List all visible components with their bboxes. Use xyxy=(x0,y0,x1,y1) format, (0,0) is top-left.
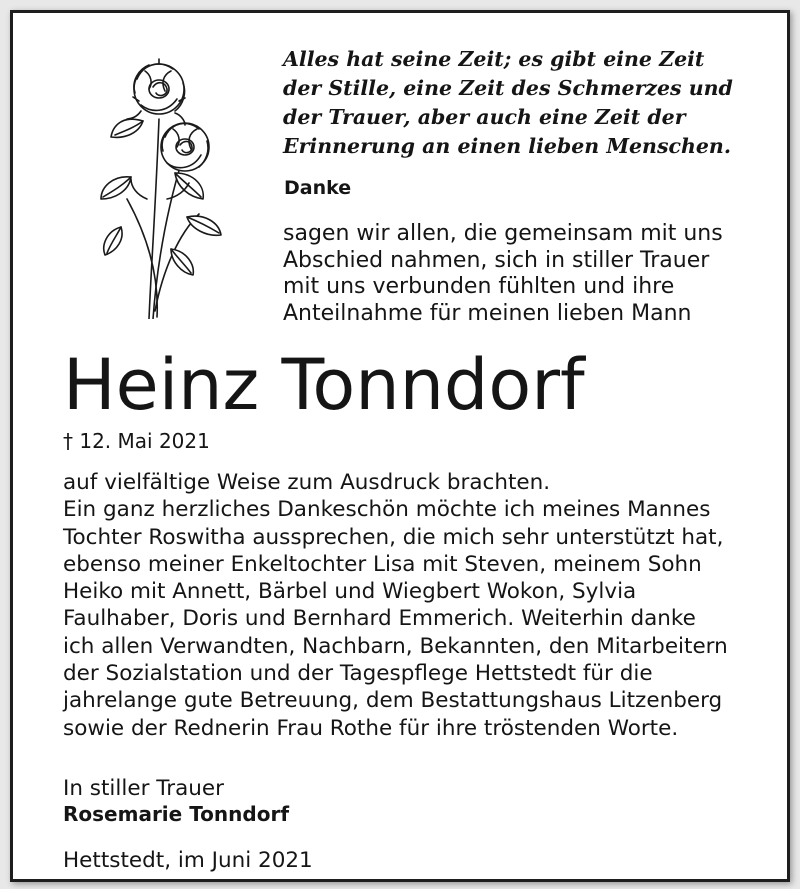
thanks-line: Anteilnahme für meinen lieben Mann xyxy=(283,300,692,326)
body-line: sowie der Rednerin Frau Rothe für ihre tröstenden Worte. xyxy=(63,715,679,741)
body-line: Ein ganz herzliches Dankeschön möchte ich meines Mannes xyxy=(63,497,711,523)
place-date: Hettstedt, im Juni 2021 xyxy=(63,848,313,873)
mourner-name: Rosemarie Tonndorf xyxy=(63,802,290,826)
body-line: Tochter Roswitha aussprechen, die mich sehr unterstützt hat, xyxy=(63,524,724,550)
body-text xyxy=(63,469,783,742)
body-line: der Sozialstation und der Tagespflege Hettstedt für die xyxy=(63,661,653,687)
thanks-line: sagen wir allen, die gemeinsam mit uns xyxy=(283,221,723,246)
quote-line: Erinnerung an einen lieben Menschen. xyxy=(283,134,731,158)
quote-line: Alles hat seine Zeit; es gibt eine Zeit xyxy=(283,47,705,71)
thanks-text xyxy=(283,221,783,327)
quote-line: der Trauer, aber auch eine Zeit der xyxy=(283,105,686,129)
body-line: ich allen Verwandten, Nachbarn, Bekannten, den Mitarbeitern xyxy=(63,633,728,659)
body-line: ebenso meiner Enkeltochter Lisa mit Steven, meinem Sohn xyxy=(63,551,702,577)
quote-line: der Stille, eine Zeit des Schmerzes und xyxy=(283,76,733,100)
body-line: jahrelange gute Betreuung, dem Bestattungshaus Litzenberg xyxy=(63,688,723,714)
obituary-notice xyxy=(10,10,790,882)
mourning-line: In stiller Trauer xyxy=(63,776,224,801)
thanks-line: Abschied nahmen, sich in stiller Trauer xyxy=(283,247,710,273)
body-line: Faulhaber, Doris und Bernhard Emmerich. Weiterhin danke xyxy=(63,606,696,632)
thanks-line: mit uns verbunden fühlten und ihre xyxy=(283,274,675,299)
death-date: † 12. Mai 2021 xyxy=(63,429,210,453)
deceased-name: Heinz Tonndorf xyxy=(63,344,585,426)
thanks-heading: Danke xyxy=(284,177,352,199)
quote xyxy=(283,45,783,161)
body-line: Heiko mit Annett, Bärbel und Wiegbert Wokon, Sylvia xyxy=(63,579,637,605)
rose-icon xyxy=(79,49,229,319)
body-line: auf vielfältige Weise zum Ausdruck brachten. xyxy=(63,470,551,495)
